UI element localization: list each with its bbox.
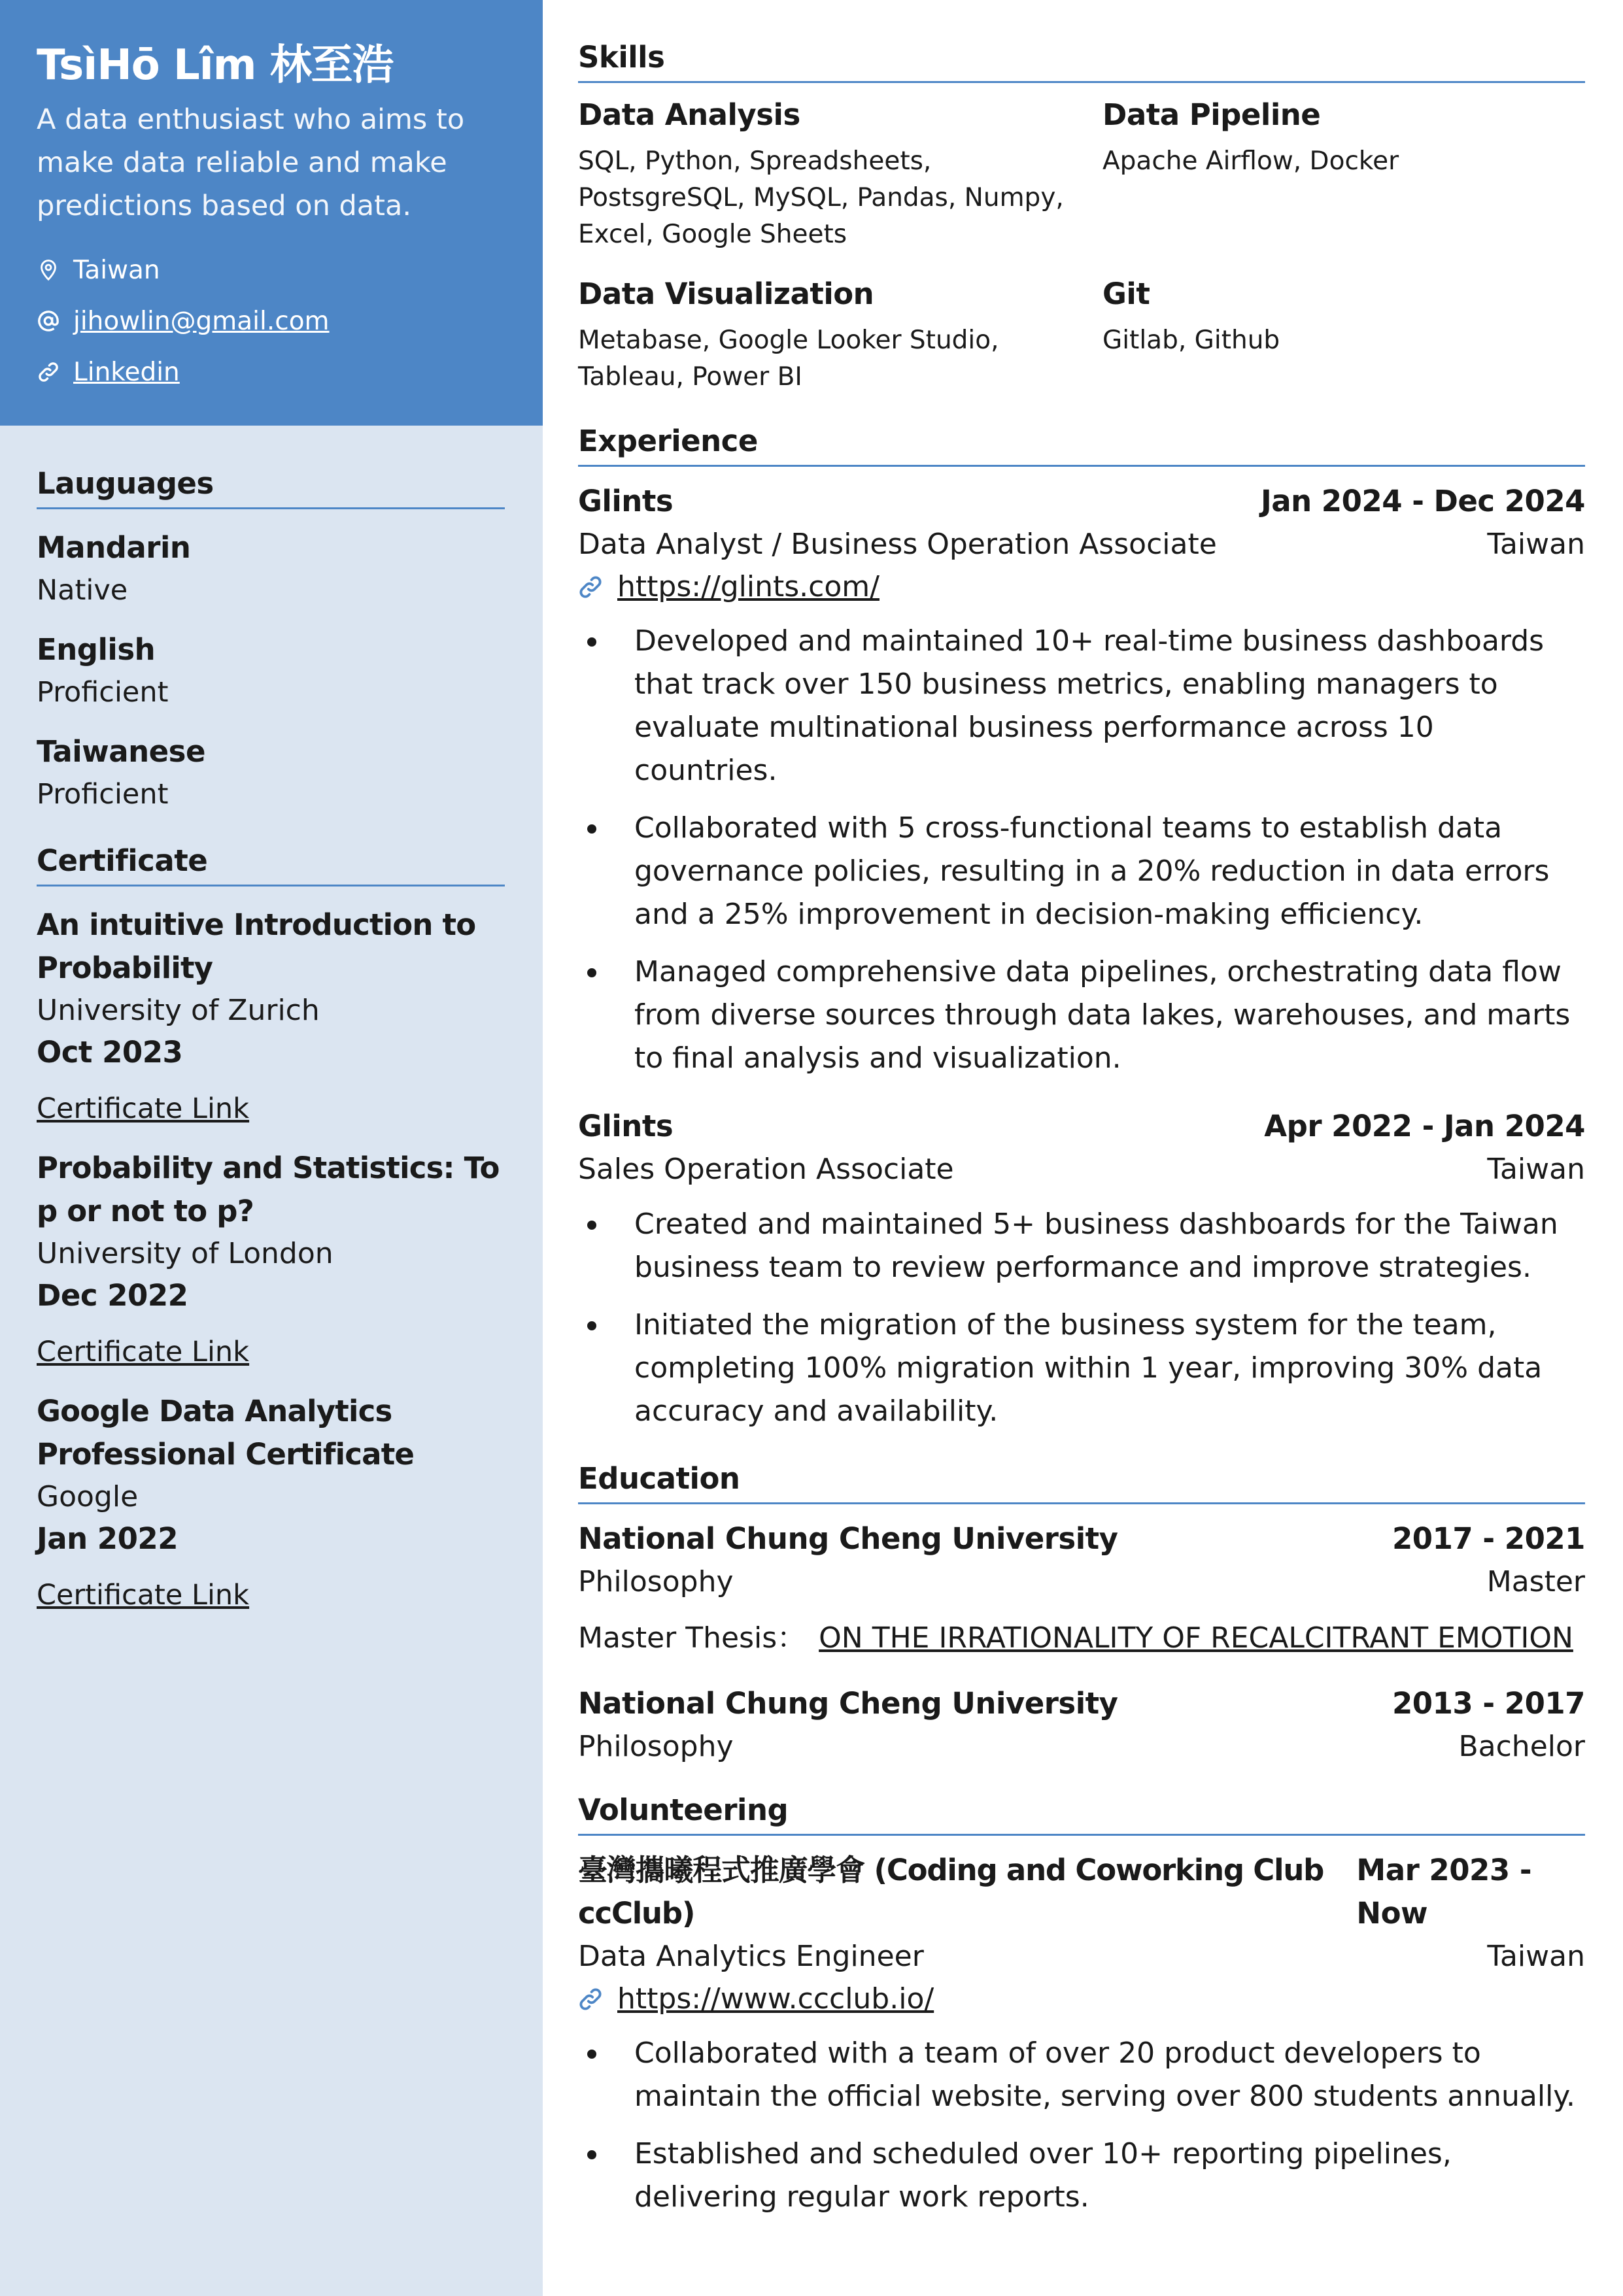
education-entry — [578, 1517, 1585, 1660]
certificate-org: University of London — [37, 1237, 333, 1270]
school-name: National Chung Cheng University — [578, 1686, 1118, 1721]
certificate-date: Oct 2023 — [37, 1035, 183, 1070]
contact-location-text: Taiwan — [73, 255, 160, 285]
degree: Master — [1486, 1565, 1585, 1598]
achievement-item: Created and maintained 5+ business dashboards for the Taiwan business team to review performance and improve strategies. — [578, 1203, 1585, 1289]
job-role: Data Analyst / Business Operation Associate — [578, 528, 1217, 561]
certificate-title: Google Data Analytics Professional Certificate — [37, 1394, 415, 1472]
skill-group — [1102, 273, 1585, 396]
experience-title: Experience — [578, 422, 1585, 467]
job-location: Taiwan — [1487, 528, 1585, 561]
language-item — [37, 526, 505, 611]
contact-list — [37, 245, 506, 397]
language-item — [37, 730, 505, 815]
field-of-study: Philosophy — [578, 1730, 734, 1763]
certificate-org: University of Zurich — [37, 994, 320, 1027]
certificates-title: Certificate — [37, 841, 505, 886]
volunteering-entry — [578, 1849, 1585, 2219]
experience-section — [578, 422, 1585, 1433]
achievement-item: Established and scheduled over 10+ reporting pipelines, delivering regular work reports. — [578, 2133, 1585, 2219]
language-name: Mandarin — [37, 530, 191, 565]
volunteering-title: Volunteering — [578, 1791, 1585, 1836]
link-icon — [37, 360, 60, 384]
skill-group — [1102, 93, 1585, 253]
thesis-link[interactable]: ON THE IRRATIONALITY OF RECALCITRANT EMOTION — [819, 1621, 1573, 1655]
achievement-list — [578, 620, 1585, 1080]
education-section — [578, 1459, 1585, 1768]
experience-entry — [578, 480, 1585, 1080]
achievement-item: Developed and maintained 10+ real-time business dashboards that track over 150 business metrics, enabling managers to evaluate multinational business performance across 10 countries. — [578, 620, 1585, 792]
skill-values: Apache Airflow, Docker — [1102, 146, 1399, 176]
location-pin-icon — [37, 258, 60, 282]
link-icon — [578, 574, 604, 600]
skill-name: Git — [1102, 277, 1150, 311]
skill-values: Gitlab, Github — [1102, 326, 1280, 355]
achievement-list — [578, 1203, 1585, 1433]
main-content — [578, 38, 1585, 2233]
certificate-date: Dec 2022 — [37, 1278, 188, 1313]
email-link[interactable]: jihowlin@gmail.com — [73, 306, 330, 336]
school-name: National Chung Cheng University — [578, 1521, 1118, 1556]
achievement-item: Collaborated with 5 cross-functional teams to establish data governance policies, resulting in a 20% reduction in data errors and a 25% improvement in decision-making efficiency. — [578, 807, 1585, 936]
achievement-item: Managed comprehensive data pipelines, orchestrating data flow from diverse sources through data lakes, warehouses, and marts to final analysis and visualization. — [578, 951, 1585, 1080]
organization-url[interactable]: https://www.ccclub.io/ — [617, 1982, 934, 2016]
volunteer-location: Taiwan — [1487, 1940, 1585, 1973]
skill-values: SQL, Python, Spreadsheets, PostsgreSQL, MySQL, Pandas, Numpy, Excel, Google Sheets — [578, 146, 1064, 249]
company-name: Glints — [578, 1109, 674, 1143]
company-name: Glints — [578, 484, 674, 518]
field-of-study: Philosophy — [578, 1565, 734, 1598]
certificate-title: Probability and Statistics: To p or not to p? — [37, 1151, 500, 1228]
language-level: Proficient — [37, 676, 169, 709]
certificate-item — [37, 1390, 505, 1616]
skill-name: Data Visualization — [578, 277, 874, 311]
organization-link — [578, 1978, 1585, 2020]
thesis-line — [578, 1617, 1585, 1660]
certificate-link[interactable]: Certificate Link — [37, 1092, 250, 1125]
language-level: Proficient — [37, 778, 169, 811]
skill-values: Metabase, Google Looker Studio, Tableau, Power BI — [578, 326, 999, 392]
certificate-link[interactable]: Certificate Link — [37, 1336, 250, 1368]
date-range: Jan 2024 - Dec 2024 — [1260, 484, 1585, 518]
achievement-item: Collaborated with a team of over 20 product developers to maintain the official website, serving over 800 students annually. — [578, 2032, 1585, 2118]
skill-name: Data Analysis — [578, 97, 800, 132]
certificate-item — [37, 903, 505, 1130]
skills-title: Skills — [578, 38, 1585, 83]
profile-header — [0, 0, 543, 426]
linkedin-link[interactable]: Linkedin — [73, 357, 180, 387]
education-title: Education — [578, 1459, 1585, 1504]
volunteer-role: Data Analytics Engineer — [578, 1940, 924, 1973]
contact-email — [37, 295, 506, 346]
sidebar — [0, 0, 543, 2296]
languages-section — [37, 464, 505, 815]
achievement-list — [578, 2032, 1585, 2219]
skills-section — [578, 38, 1585, 396]
skill-group — [578, 273, 1102, 396]
certificate-title: An intuitive Introduction to Probability — [37, 907, 476, 985]
date-range: Mar 2023 - Now — [1356, 1853, 1532, 1931]
language-name: English — [37, 632, 156, 667]
date-range: 2017 - 2021 — [1392, 1521, 1585, 1556]
language-name: Taiwanese — [37, 734, 205, 769]
certificate-link[interactable]: Certificate Link — [37, 1579, 250, 1612]
company-link — [578, 566, 1585, 608]
job-role: Sales Operation Associate — [578, 1153, 954, 1186]
degree: Bachelor — [1458, 1730, 1585, 1763]
date-range: Apr 2022 - Jan 2024 — [1264, 1109, 1585, 1143]
sidebar-body — [37, 464, 505, 1616]
job-location: Taiwan — [1487, 1153, 1585, 1186]
organization-name: 臺灣攜曦程式推廣學會 (Coding and Coworking Club ccClub) — [578, 1853, 1324, 1931]
contact-location — [37, 245, 506, 295]
date-range: 2013 - 2017 — [1392, 1686, 1585, 1721]
skill-group — [578, 93, 1102, 253]
skills-grid — [578, 93, 1585, 396]
certificate-item — [37, 1147, 505, 1373]
skill-name: Data Pipeline — [1102, 97, 1321, 132]
thesis-label: Master Thesis： — [578, 1621, 806, 1655]
language-item — [37, 628, 505, 713]
education-entry — [578, 1682, 1585, 1768]
company-url[interactable]: https://glints.com/ — [617, 570, 880, 603]
link-icon — [578, 1986, 604, 2012]
certificate-org: Google — [37, 1480, 139, 1513]
certificate-date: Jan 2022 — [37, 1521, 179, 1556]
language-level: Native — [37, 574, 128, 607]
experience-entry — [578, 1105, 1585, 1433]
achievement-item: Initiated the migration of the business system for the team, completing 100% migration within 1 year, improving 30% data accuracy and availability. — [578, 1304, 1585, 1433]
person-name: TsìHō Lîm 林至浩 — [37, 41, 394, 90]
tagline: A data enthusiast who aims to make data reliable and make predictions based on data. — [37, 103, 465, 222]
contact-linkedin — [37, 346, 506, 397]
languages-title: Lauguages — [37, 464, 505, 509]
at-sign-icon — [37, 309, 60, 333]
volunteering-section — [578, 1791, 1585, 2219]
certificates-section — [37, 841, 505, 1616]
